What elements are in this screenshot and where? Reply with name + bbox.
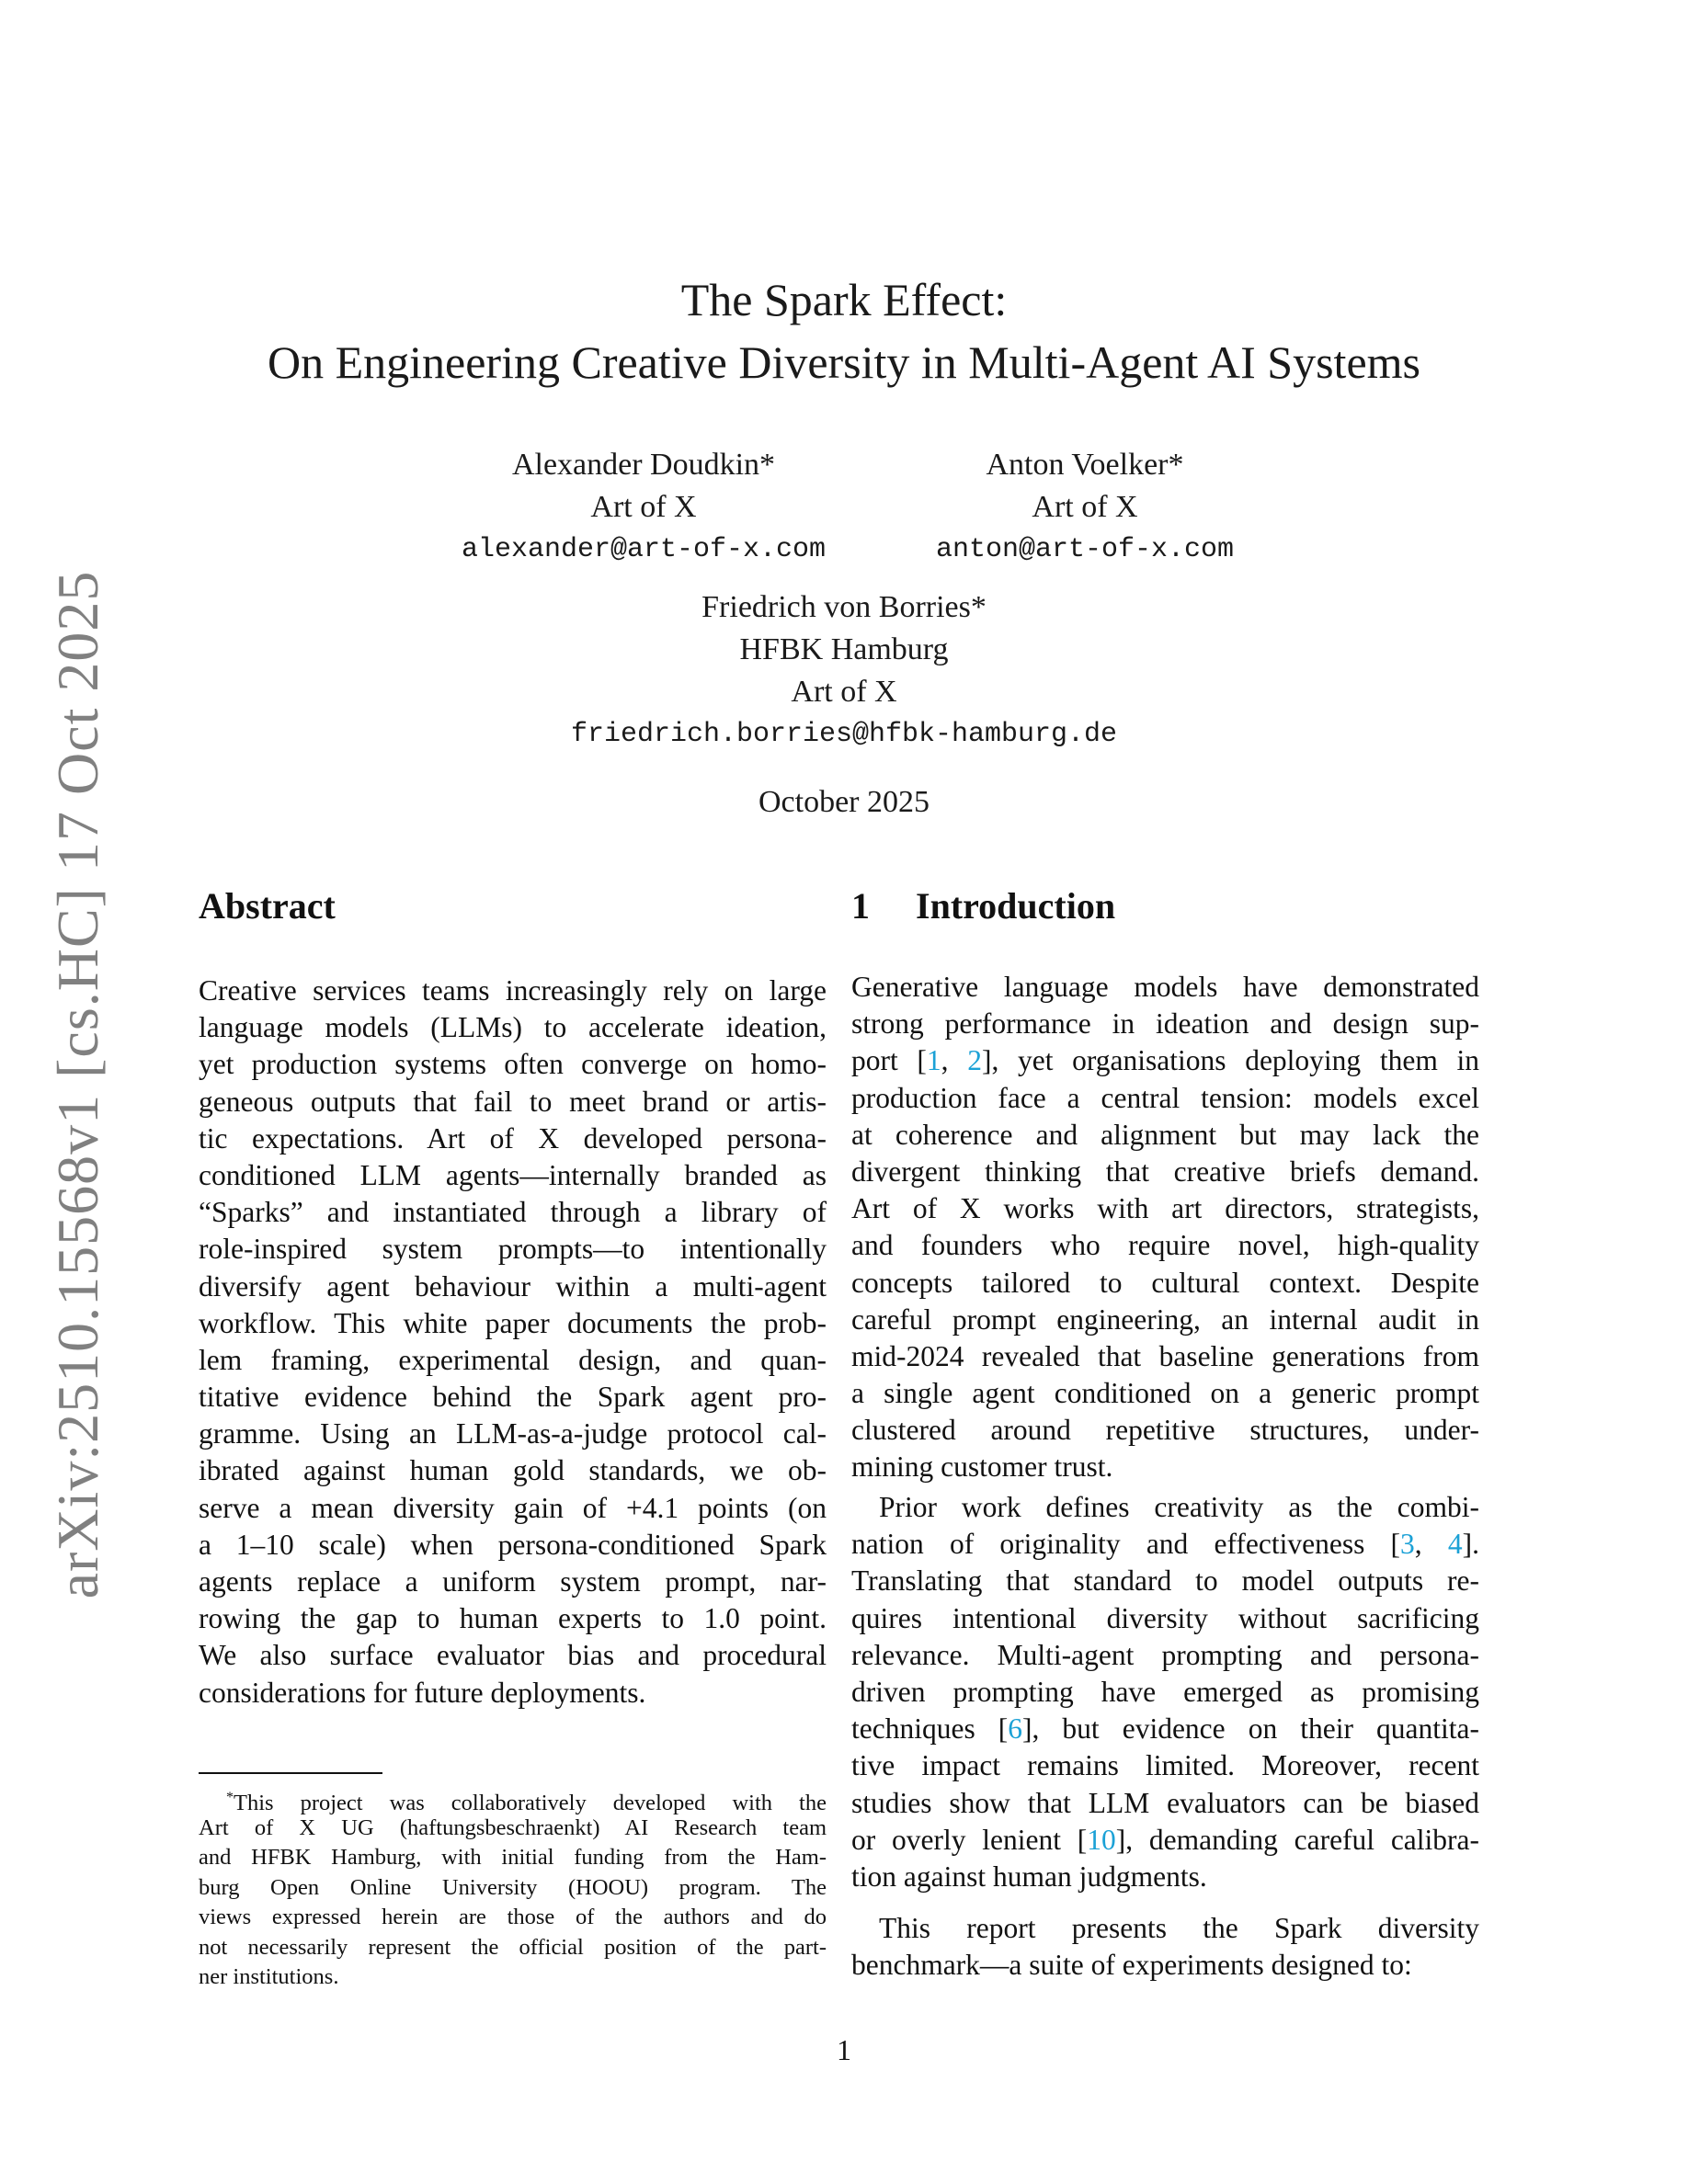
author-name: Friedrich von Borries* (701, 590, 987, 624)
text-line: studies show that LLM evaluators can be biased (851, 1786, 1479, 1819)
footnote-line (199, 1903, 827, 1933)
author-affiliation: HFBK Hamburg (739, 632, 949, 666)
text-line: concepts tailored to cultural context. Despite (851, 1266, 1479, 1299)
text-line: We also surface evaluator bias and procedural (199, 1639, 827, 1672)
citation-link[interactable]: 3 (1400, 1528, 1415, 1561)
author-email[interactable]: friedrich.borries@hfbk-hamburg.de (570, 719, 1118, 750)
text-line: titative evidence behind the Spark agent pro- (199, 1381, 827, 1414)
text-line: production face a central tension: models excel (851, 1081, 1479, 1114)
author-block-2 (855, 444, 1315, 571)
text-line: gramme. Using an LLM-as-a-judge protocol cal- (199, 1417, 827, 1450)
author-block-1 (414, 444, 873, 571)
citation-link[interactable]: 10 (1087, 1823, 1116, 1856)
section-heading-introduction (851, 884, 1115, 927)
footnote-text: not necessarily represent the official position of the part- (199, 1934, 827, 1960)
footnote-line (199, 1873, 827, 1904)
footnote-line (199, 1933, 827, 1963)
text-line: relevance. Multi-agent prompting and persona- (851, 1638, 1479, 1671)
text-line: workflow. This white paper documents the prob- (199, 1306, 827, 1339)
text-line: tive impact remains limited. Moreover, recent (851, 1749, 1479, 1782)
paper-title-line-1: The Spark Effect: (680, 274, 1008, 325)
text-line: geneous outputs that fail to meet brand or artis- (199, 1085, 827, 1118)
footnote-line (199, 1783, 827, 1814)
text-line: and founders who require novel, high-quality (851, 1229, 1479, 1262)
text-line: Prior work defines creativity as the combi- (879, 1491, 1479, 1523)
text-line: ibrated against human gold standards, we ob- (199, 1454, 827, 1487)
text-line: agents replace a uniform system prompt, nar- (199, 1565, 827, 1598)
section-number: 1 (851, 885, 870, 927)
text-line: at coherence and alignment but may lack the (851, 1118, 1479, 1151)
text-line: considerations for future deployments. (199, 1676, 646, 1709)
section-title: Introduction (916, 885, 1116, 927)
text-line: tic expectations. Art of X developed persona- (199, 1121, 827, 1155)
text-line: role-inspired system prompts—to intentionally (199, 1233, 827, 1266)
intro-paragraph-1 (851, 969, 1479, 1486)
text-line: nation of originality and effectiveness [3, 4]. (851, 1528, 1480, 1561)
text-line: port [1, 2], yet organisations deploying them in (851, 1044, 1480, 1077)
text-line: “Sparks” and instantiated through a library of (199, 1196, 827, 1229)
text-line: a 1–10 scale) when persona-conditioned Spark (199, 1528, 827, 1561)
text-line: quires intentional diversity without sacrificing (851, 1601, 1479, 1634)
text-line: lem framing, experimental design, and quan- (199, 1343, 827, 1376)
citation-link[interactable]: 2 (967, 1044, 982, 1077)
author-email[interactable]: alexander@art-of-x.com (461, 534, 827, 565)
footnote-text: views expressed herein are those of the authors and do (199, 1905, 827, 1929)
author-name: Alexander Doudkin* (511, 448, 776, 482)
footnote-text: ner institutions. (199, 1964, 339, 1989)
author-block-3 (384, 586, 1304, 756)
text-line: Translating that standard to model outputs re- (851, 1564, 1479, 1598)
text-line: conditioned LLM agents—internally branded as (199, 1158, 827, 1191)
footnote-line (199, 1814, 827, 1844)
text-line: rowing the gap to human experts to 1.0 point. (199, 1602, 827, 1635)
footnote-text: Art of X UG (haftungsbeschraenkt) AI Research team (199, 1814, 827, 1840)
citation-link[interactable]: 4 (1447, 1528, 1463, 1561)
citation-link[interactable]: 6 (1008, 1712, 1022, 1746)
text-line: Creative services teams increasingly rely on large (199, 974, 827, 1007)
text-line: serve a mean diversity gain of +4.1 points (on (199, 1491, 827, 1524)
text-line: clustered around repetitive structures, under- (851, 1414, 1479, 1447)
footnote-text: This project was collaboratively developed with the (234, 1791, 827, 1816)
text-line: tion against human judgments. (851, 1860, 1207, 1893)
footnote-line (199, 1843, 827, 1873)
page-number: 1 (837, 2033, 851, 2066)
text-line: mining customer trust. (851, 1450, 1113, 1484)
text-line: Art of X works with art directors, strategists, (851, 1192, 1479, 1225)
citation-link[interactable]: 1 (926, 1044, 941, 1077)
intro-paragraph-3 (851, 1910, 1479, 1984)
text-line: careful prompt engineering, an internal audit in (851, 1302, 1479, 1336)
arxiv-stamp-text: arXiv:2510.15568v1 [cs.HC] 17 Oct 2025 (45, 570, 110, 1599)
footnote-line (199, 1962, 827, 1993)
author-affiliation: Art of X (590, 490, 697, 524)
text-line: language models (LLMs) to accelerate ideation, (199, 1011, 827, 1044)
text-line: or overly lenient [10], demanding careful calibra- (851, 1823, 1480, 1856)
footnote (199, 1783, 827, 1993)
arxiv-stamp (28, 570, 129, 1599)
abstract-body (199, 973, 827, 1712)
footnote-marker: * (226, 1790, 234, 1805)
paper-date: October 2025 (758, 785, 930, 819)
text-line: strong performance in ideation and design sup- (851, 1007, 1479, 1041)
author-affiliation: Art of X (791, 675, 897, 709)
text-line: driven prompting have emerged as promising (851, 1675, 1479, 1708)
text-line: diversify agent behaviour within a multi-agent (199, 1269, 827, 1302)
text-line: divergent thinking that creative briefs demand. (851, 1155, 1479, 1188)
footnote-rule (199, 1772, 382, 1774)
author-affiliation: Art of X (1032, 490, 1138, 524)
text-line: yet production systems often converge on homo- (199, 1048, 827, 1081)
intro-paragraph-2 (851, 1489, 1479, 1895)
text-line: benchmark—a suite of experiments designed to: (851, 1949, 1412, 1982)
text-line: This report presents the Spark diversity (879, 1912, 1479, 1944)
footnote-text: burg Open Online University (HOOU) program. The (199, 1874, 827, 1900)
text-line: mid-2024 revealed that baseline generations from (851, 1339, 1479, 1372)
paper-title-line-2: On Engineering Creative Diversity in Multi-Agent AI Systems (268, 336, 1420, 388)
text-line: techniques [6], but evidence on their quantita- (851, 1712, 1479, 1746)
author-email[interactable]: anton@art-of-x.com (935, 534, 1235, 565)
footnote-text: and HFBK Hamburg, with initial funding from the Ham- (199, 1845, 827, 1870)
text-line: Generative language models have demonstrated (851, 971, 1479, 1003)
text-line: a single agent conditioned on a generic prompt (851, 1377, 1479, 1410)
author-name: Anton Voelker* (986, 448, 1184, 482)
abstract-heading: Abstract (199, 885, 336, 927)
